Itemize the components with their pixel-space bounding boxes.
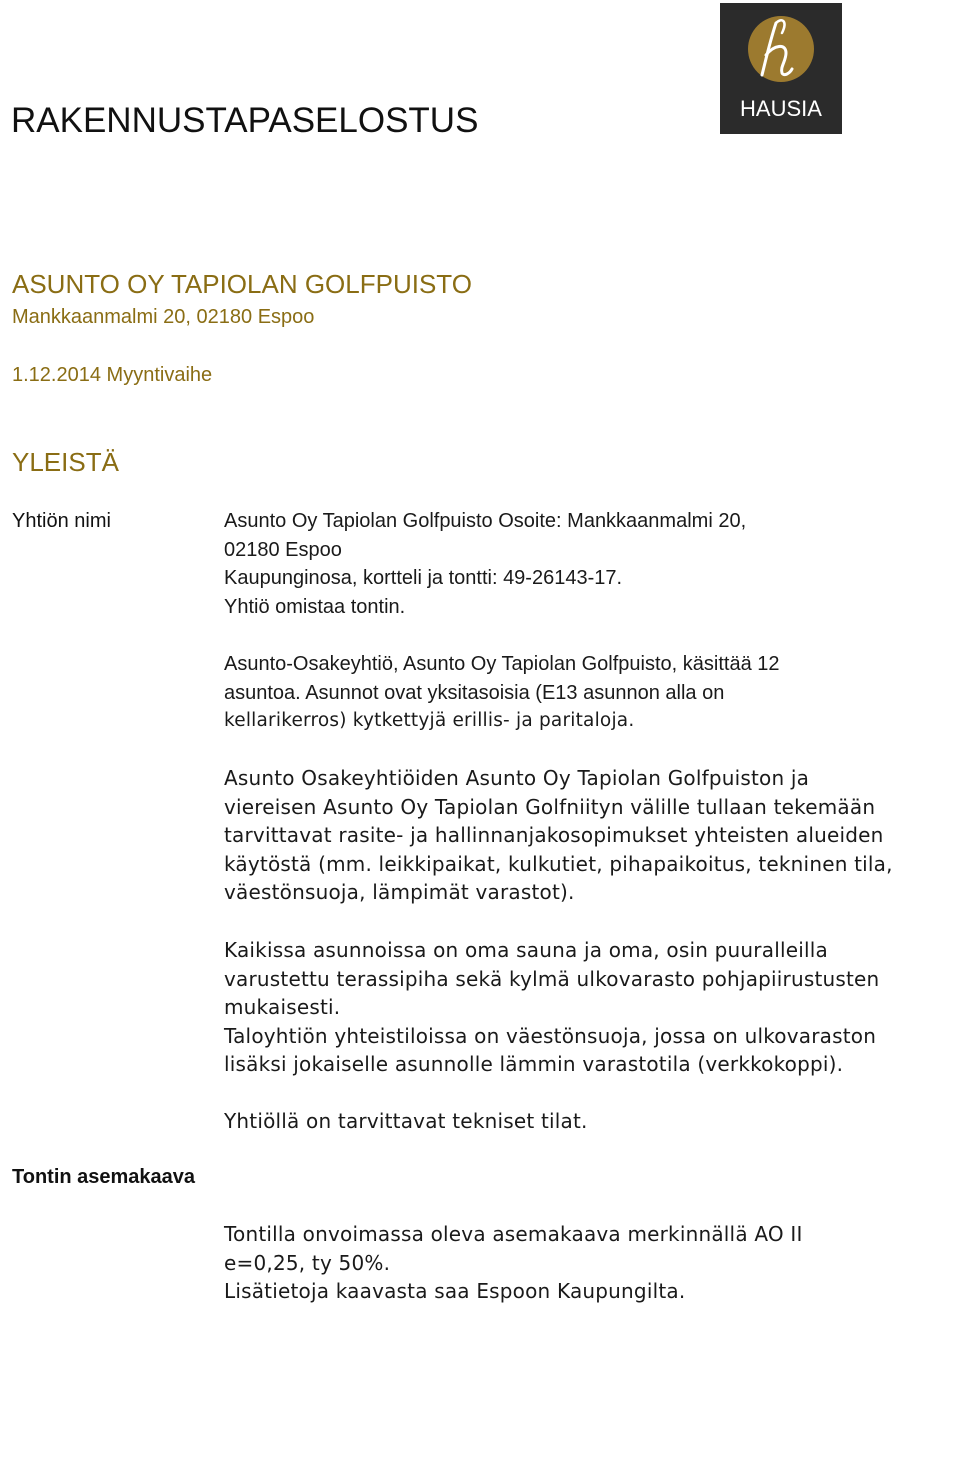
sauna-line: lisäksi jokaiselle asunnolle lämmin varastotila (verkkokoppi).	[224, 1052, 844, 1077]
section-heading-general: YLEISTÄ	[12, 447, 119, 477]
project-address: Mankkaanmalmi 20, 02180 Espoo	[12, 306, 315, 328]
hausia-logo	[720, 3, 842, 134]
plot-zoning-label: Tontin asemakaava	[12, 1166, 196, 1188]
agreements-line: tarvittavat rasite- ja hallinnanjakosopimukset yhteisten alueiden	[224, 823, 884, 848]
housing-description	[224, 650, 934, 736]
company-info-line: 02180 Espoo	[224, 538, 342, 561]
zoning-line: e=0,25, ty 50%.	[224, 1250, 391, 1275]
project-date-phase: 1.12.2014 Myyntivaihe	[12, 364, 213, 386]
housing-desc-line: kellarikerros) kytkettyjä erillis- ja paritaloja.	[224, 710, 635, 732]
document-title: RAKENNUSTAPASELOSTUS	[11, 101, 479, 140]
agreements-line: väestönsuoja, lämpimät varastot).	[224, 880, 575, 905]
housing-desc-fragment: Asunnot ovat yksitasoisia (E13 asunnon alla on	[300, 681, 725, 704]
sauna-line: Kaikissa asunnoissa on oma sauna ja oma, osin puuralleilla	[224, 938, 828, 962]
logo-brand-text: HAUSIA	[740, 96, 822, 121]
company-info-line: Asunto Oy Tapiolan Golfpuisto Osoite: Mankkaanmalmi 20,	[224, 510, 747, 532]
sauna-paragraph	[224, 936, 934, 1079]
agreements-paragraph	[224, 764, 934, 907]
sauna-line: varustettu terassipiha sekä kylmä ulkovarasto pohjapiirustusten	[224, 966, 880, 991]
agreements-line: viereisen Asunto Oy Tapiolan Golfniityn välille tullaan tekemään	[224, 794, 876, 819]
company-name-label: Yhtiön nimi	[12, 510, 111, 532]
project-name: ASUNTO OY TAPIOLAN GOLFPUISTO	[12, 269, 472, 299]
housing-desc-fragment: asuntoa.	[224, 681, 301, 704]
sauna-line: Taloyhtiön yhteistiloissa on väestönsuoja, jossa on ulkovaraston	[224, 1023, 877, 1048]
zoning-line: Lisätietoja kaavasta saa Espoon Kaupungilta.	[224, 1279, 686, 1304]
housing-desc-line: Asunto-Osakeyhtiö, Asunto Oy Tapiolan Golfpuisto, käsittää 12	[224, 653, 780, 675]
zoning-line: Tontilla onvoimassa oleva asemakaava merkinnällä AO II	[224, 1222, 803, 1246]
agreements-line: käytöstä (mm. leikkipaikat, kulkutiet, pihapaikoitus, tekninen tila,	[224, 851, 893, 876]
company-info	[224, 507, 934, 621]
company-info-line: Kaupunginosa, kortteli ja tontti: 49-26143-17.	[224, 567, 623, 590]
company-info-line: Yhtiö omistaa tontin.	[224, 595, 406, 618]
technical-line: Yhtiöllä on tarvittavat tekniset tilat.	[224, 1109, 588, 1133]
technical-paragraph	[224, 1107, 934, 1136]
agreements-line: Asunto Osakeyhtiöiden Asunto Oy Tapiolan Golfpuiston ja	[224, 766, 810, 790]
zoning-paragraph	[224, 1220, 934, 1306]
housing-desc-line	[224, 679, 934, 708]
sauna-line: mukaisesti.	[224, 995, 341, 1020]
